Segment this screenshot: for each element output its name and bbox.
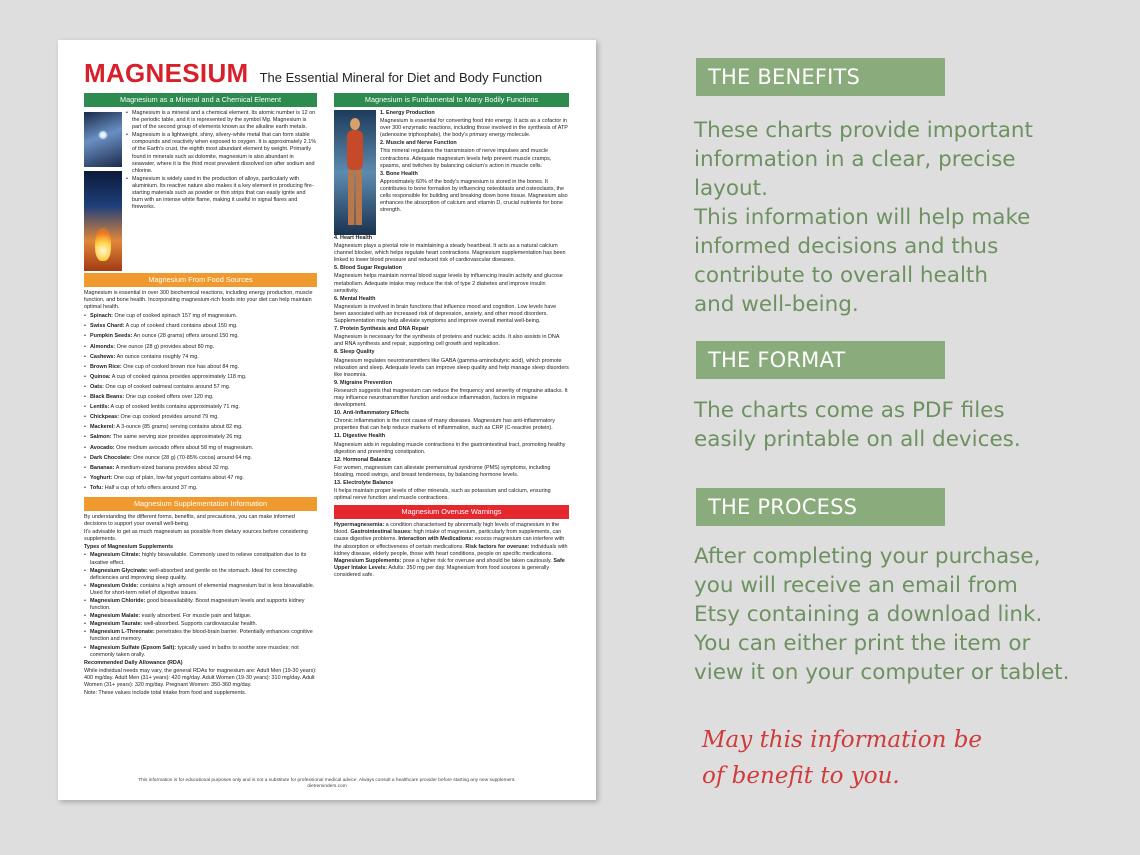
mineral-paragraph: • Magnesium is widely used in the production of alloys, particularly with aluminium. Its reactive nature also makes it a key element in producing fire-starting materials such as powder or thin strips that can easily ignite and burn with an intense white flame, making it useful in signal flares and fireworks.: [126, 176, 317, 211]
supplement-type-text: highly bioavailable. Commonly used to relieve constipation due to its laxative effect.: [90, 552, 307, 566]
food-item-label: Lentils:: [90, 404, 110, 411]
overuse-paragraph: [334, 522, 569, 579]
benefits-line: These charts provide important: [694, 118, 1033, 143]
function-title: 6. Mental Health: [334, 295, 376, 302]
food-item-text: One cup of cooked brown rice has about 84 mg.: [121, 363, 240, 370]
sign-off-line: of benefit to you.: [702, 763, 900, 789]
food-item-text: One cup of cooked oatmeal contains around 57 mg.: [103, 383, 231, 390]
function-title: 5. Blood Sugar Regulation: [334, 265, 402, 272]
overuse-label: Risk factors for overuse:: [465, 543, 530, 550]
footer-site: dietreminders.com: [307, 784, 347, 789]
food-item-label: Pumpkin Seeds:: [90, 333, 133, 340]
document-header: [84, 58, 542, 88]
food-intro: Magnesium is essential in over 300 biochemical reactions, including energy production, muscle function, and bone health. Incorporating magnesium-rich foods into your diet can help maintain optimal health.: [84, 290, 313, 311]
food-item-text: Half a cup of tofu offers around 37 mg.: [103, 484, 198, 491]
function-text: Magnesium is involved in brain functions that influence mood and cognition. Low levels have been associated with an increased risk of depression, anxiety, and other mood disorders. Supplementation may help alleviate symptoms and improve overall mental well-being.: [334, 303, 557, 325]
supplement-section-heading: Magnesium Supplementation Information: [84, 497, 317, 511]
food-item-text: A cup of cooked quinoa provides approximately 118 mg.: [110, 373, 247, 380]
food-section-heading: Magnesium From Food Sources: [84, 273, 317, 287]
supplement-type: [84, 568, 317, 582]
food-item-label: Avocado:: [90, 444, 115, 451]
fire-flame-image: [84, 171, 122, 271]
food-item-label: Almonds:: [90, 343, 116, 350]
overuse-detail: Adults: 350 mg per day. Magnesium from food sources is generally considered safe.: [334, 564, 550, 578]
food-item-text: One cup cooked provides around 79 mg.: [119, 414, 219, 421]
overuse-label: Hypermagnesemia:: [334, 522, 385, 529]
food-item: [84, 383, 317, 392]
food-item: [84, 474, 317, 483]
overuse-label: Interaction with Medications:: [398, 536, 474, 543]
process-line: After completing your purchase,: [694, 544, 1041, 569]
supplement-type-text: good bioavailability. Boost magnesium levels and supports kidney function.: [90, 598, 305, 612]
left-column: [84, 93, 317, 698]
supplement-type-label: Magnesium Citrate:: [90, 552, 141, 559]
function-text: Magnesium helps maintain normal blood sugar levels by influencing insulin activity and glucose metabolism. Adequate intake may reduce the risk of type 2 diabetes and improve insulin sensitivity.: [334, 273, 563, 294]
functions-section-heading: Magnesium is Fundamental to Many Bodily Functions: [334, 93, 569, 107]
mineral-paragraph: • Magnesium is a lightweight, shiny, silvery-white metal that can form stable compounds and reactivity when exposed to oxygen. It is approximately 2.1% of the Earth's crust, the eighth most abundant element by weight. Primarily found in minerals such as dolomite, magnesium is also abundant in seawater, where it is the third most prevalent dissolved ion after sodium and chlorine.: [126, 132, 317, 175]
human-body-image: [334, 110, 376, 235]
function-title: 11. Digestive Health: [334, 433, 386, 440]
function-title: 8. Sleep Quality: [334, 349, 375, 356]
overuse-detail: a condition characterised by abnormally high levels of magnesium in the blood.: [334, 522, 560, 536]
food-item-text: One medium avocado offers about 58 mg of magnesium.: [114, 444, 254, 451]
food-item: [84, 332, 317, 341]
benefits-heading: THE BENEFITS: [696, 58, 945, 96]
format-heading: THE FORMAT: [696, 341, 945, 379]
process-line: Etsy containing a download link.: [694, 602, 1043, 627]
supplement-type: [84, 583, 317, 597]
supplement-type-label: Magnesium Taurate:: [90, 621, 143, 628]
supplement-type-label: Magnesium L-Threonate:: [90, 629, 155, 636]
function-title: 3. Bone Health: [380, 170, 418, 177]
sign-off-message: [702, 722, 1102, 794]
function-title: 7. Protein Synthesis and DNA Repair: [334, 326, 429, 333]
mineral-paragraph: • Magnesium is a mineral and a chemical element. Its atomic number is 12 on the periodic table, and it is represented by the symbol Mg. Magnesium is part of the second group of elements known as the alkaline earth metals.: [126, 110, 317, 131]
benefits-line: This information will help make: [694, 205, 1031, 230]
overuse-detail: high intake of magnesium, particularly from supplements, can cause digestive problems.: [334, 529, 562, 543]
functions-top-text: [380, 110, 569, 235]
process-heading: THE PROCESS: [696, 488, 945, 526]
food-item: [84, 363, 317, 372]
process-line: you will receive an email from: [694, 573, 1018, 598]
format-line: easily printable on all devices.: [694, 427, 1021, 452]
function-title: 2. Muscle and Nerve Function: [380, 140, 457, 147]
food-item: [84, 393, 317, 402]
function-title: 1. Energy Production: [380, 110, 435, 116]
function-title: 9. Migraine Prevention: [334, 379, 393, 386]
function-text: Magnesium is essential for converting food into energy. It acts as a cofactor in over 300 enzymatic reactions, including those involved in the synthesis of ATP (adenosine triphosphate), the body's primary energy molecule.: [380, 118, 568, 139]
format-line: The charts come as PDF files: [694, 398, 1005, 423]
food-item-text: A cup of cooked lentils contains approximately 71 mg.: [109, 404, 240, 411]
overuse-detail: individuals with kidney disease, elderly people, those with heart conditions, people on specific medications.: [334, 543, 568, 557]
food-item-text: One cup of plain, low-fat yogurt contains about 47 mg.: [112, 474, 245, 481]
benefits-line: contribute to overall health: [694, 263, 988, 288]
process-text: [694, 542, 1114, 687]
function-text: Magnesium is necessary for the synthesis of proteins and nucleic acids. It also assists in DNA and RNA synthesis and repair, supporting cell growth and replication.: [334, 334, 560, 348]
food-item-label: Quinoa:: [90, 373, 111, 380]
overuse-section-heading: Magnesium Overuse Warnings: [334, 505, 569, 519]
overuse-label: Magnesium Supplements:: [334, 557, 402, 564]
food-item: [84, 464, 317, 473]
food-item-text: One cup of cooked spinach 157 mg of magnesium.: [112, 313, 238, 320]
function-text: Magnesium aids in regulating muscle contractions in the gastrointestinal tract, promoting healthy digestion and preventing constipation.: [334, 441, 566, 455]
supplement-type-text: contains a high amount of elemental magnesium but is less bioavailable. Used for short-term relief of digestive issues.: [90, 582, 315, 596]
food-item: [84, 433, 317, 442]
process-line: view it on your computer or tablet.: [694, 660, 1070, 685]
supplement-type: [84, 629, 317, 643]
food-item-label: Brown Rice:: [90, 363, 122, 370]
document-title: MAGNESIUM: [84, 58, 249, 88]
footer-disclaimer: This information is for educational purposes only and is not a substitute for professional medical advice. Always consult a healthcare provider before starting any new supplement.: [138, 778, 516, 783]
function-text: Chronic inflammation is the root cause of many diseases. Magnesium has anti-inflammatory properties that can help reduce markers of inflammation, such as CRP (C-reactive protein).: [334, 418, 555, 432]
functions-top: [334, 110, 569, 235]
food-item-label: Dark Chocolate:: [90, 454, 132, 461]
benefits-line: and well-being.: [694, 292, 859, 317]
overuse-detail: excess magnesium can interfere with the absorption or effectiveness of certain medications.: [334, 536, 565, 550]
supplement-type-label: Magnesium Malate:: [90, 613, 141, 620]
food-item-label: Chickpeas:: [90, 414, 120, 421]
supplement-type: [84, 621, 317, 628]
food-item-text: An ounce (28 grams) offers around 150 mg.: [132, 333, 239, 340]
mineral-section-heading: Magnesium as a Mineral and a Chemical Element: [84, 93, 317, 107]
supplement-type-text: well-absorbed and gentle on the stomach. Ideal for correcting deficiencies and improving sleep quality.: [90, 567, 297, 581]
supplement-type-text: well-absorbed. Supports cardiovascular health.: [142, 621, 258, 628]
supplement-type: [84, 598, 317, 612]
benefits-line: layout.: [694, 176, 768, 201]
overuse-label: Gastrointestinal Issues:: [350, 529, 412, 536]
rda-note: Note: These values include total intake from food and supplements.: [84, 690, 247, 697]
food-item-label: Yoghurt:: [90, 474, 113, 481]
food-item-text: An ounce contains roughly 74 mg.: [115, 353, 199, 360]
function-text: This mineral regulates the transmission of nerve impulses and muscle contractions. Adequate magnesium levels help prevent muscle cramps, spasms, and twitches by balancing calcium's action in muscle cells.: [380, 148, 552, 169]
food-item: [84, 484, 317, 493]
food-item: [84, 373, 317, 382]
supplement-type-label: Magnesium Sulfate (Epsom Salt):: [90, 644, 177, 651]
benefits-line: informed decisions and thus: [694, 234, 999, 259]
right-column: [334, 93, 569, 580]
function-text: Magnesium regulates neurotransmitters like GABA (gamma-aminobutyric acid), which promote relaxation and sleep. Adequate levels can improve sleep quality and help manage sleep disorders like insomnia.: [334, 357, 569, 378]
process-line: You can either print the item or: [694, 631, 1031, 656]
rda-text: While individual needs may vary, the general RDAs for magnesium are: Adult Men (19-30 years): 400 mg/day. Adult Men (31+ years): 420 mg/day. Adult Women (19-30 years): 310 mg/day. Adult Women (31+ years): 320 mg/day. Pregnant Women: 350-360 mg/day.: [84, 667, 317, 689]
cosmic-flash-image: [84, 112, 122, 167]
food-item-label: Oats:: [90, 383, 104, 390]
food-item: [84, 343, 317, 352]
function-text: Magnesium plays a pivotal role in maintaining a steady heartbeat. It acts as a natural calcium channel blocker, which helps regulate heart contractions. Magnesium supplementation has been linked to lower blood pressure and reduced risk of cardiovascular diseases.: [334, 243, 566, 264]
supplement-type-text: easily absorbed. For muscle pain and fatigue.: [140, 613, 252, 620]
supplement-type: [84, 645, 317, 659]
supplement-types-heading: Types of Magnesium Supplements: [84, 544, 174, 551]
food-item: [84, 312, 317, 321]
document-subtitle: The Essential Mineral for Diet and Body Function: [259, 70, 543, 85]
food-item-label: Cashews:: [90, 353, 116, 360]
benefits-line: information in a clear, precise: [694, 147, 1016, 172]
function-text: Research suggests that magnesium can reduce the frequency and severity of migraine attacks. It may influence neurotransmitter function and reduce inflammation, factors in migraine development.: [334, 387, 568, 409]
function-text: For women, magnesium can alleviate premenstrual syndrome (PMS) symptoms, including bloating, mood swings, and breast tenderness, by balancing hormone levels.: [334, 464, 551, 478]
food-item-label: Swiss Chard:: [90, 323, 125, 330]
format-text: [694, 396, 1114, 454]
mineral-images: [84, 110, 122, 271]
function-title: 12. Hormonal Balance: [334, 456, 391, 463]
overuse-detail: pose a higher risk for overuse and should be taken cautiously.: [401, 557, 554, 564]
food-item-label: Tofu:: [90, 484, 104, 491]
food-item-text: A 3-ounce (85 grams) serving contains about 82 mg.: [115, 424, 243, 431]
document-sheet: [58, 40, 596, 800]
sign-off-line: May this information be: [702, 727, 983, 753]
food-section: [84, 290, 317, 493]
supplement-type-label: Magnesium Oxide:: [90, 582, 139, 589]
food-item: [84, 353, 317, 362]
food-item-label: Salmon:: [90, 434, 112, 441]
mineral-text: [126, 110, 317, 271]
benefits-text: [694, 116, 1114, 319]
food-list: [84, 312, 317, 493]
food-item: [84, 444, 317, 453]
supplement-section: [84, 514, 317, 697]
food-item-text: The same serving size provides approximately 26 mg.: [111, 434, 243, 441]
food-item-label: Mackerel:: [90, 424, 116, 431]
function-title: 13. Electrolyte Balance: [334, 480, 394, 486]
supplement-type: [84, 613, 317, 620]
supplement-advice: It's advisable to get as much magnesium as possible from dietary sources before considering supplements.: [84, 529, 308, 543]
food-item: [84, 322, 317, 331]
function-text: Approximately 60% of the body's magnesium is stored in the bones. It contributes to bone formation by influencing osteoblasts and osteoclasts, the cells responsible for building and breaking down bone tissue. Magnesium also enhances the absorption of calcium and vitamin D, crucial nutrients for bone strength.: [380, 178, 568, 214]
overuse-text: [334, 522, 569, 579]
supplement-type: [84, 552, 317, 566]
mineral-section: [84, 110, 317, 271]
food-item: [84, 423, 317, 432]
supplement-type-text: penetrates the blood-brain barrier. Potentially enhances cognitive function and memory.: [90, 629, 313, 643]
supplement-type-text: typically used in baths to soothe sore muscles; not commonly taken orally.: [90, 644, 299, 658]
supplement-type-label: Magnesium Glycinate:: [90, 567, 148, 574]
supplement-type-label: Magnesium Chloride:: [90, 598, 146, 604]
overuse-label: Safe Upper Intake Levels:: [334, 557, 565, 571]
function-title: 10. Anti-Inflammatory Effects: [334, 410, 410, 417]
food-item-text: A medium-sized banana provides about 32 mg.: [114, 464, 230, 471]
food-item-label: Bananas:: [90, 464, 115, 471]
food-item: [84, 403, 317, 412]
supplement-types-list: [84, 552, 317, 658]
food-item-text: A cup of cooked chard contains about 150 mg.: [124, 323, 238, 330]
food-item-label: Spinach:: [90, 313, 113, 320]
functions-list: [334, 235, 569, 502]
function-text: It helps maintain proper levels of other minerals, such as potassium and calcium, ensuring optimal nerve function and muscle contractions.: [334, 488, 551, 502]
function-title: 4. Heart Health: [334, 235, 373, 241]
food-item: [84, 413, 317, 422]
rda-heading: Recommended Daily Allowance (RDA): [84, 659, 183, 666]
food-item-text: One ounce (28 g) provides about 80 mg.: [115, 343, 215, 350]
document-footer: [78, 778, 576, 790]
food-item-label: Black Beans:: [90, 394, 125, 401]
food-item-text: One ounce (28 g) (70-85% cocoa) around 64 mg.: [131, 454, 253, 461]
food-item: [84, 454, 317, 463]
food-item-text: One cup cooked offers over 120 mg.: [124, 394, 214, 401]
supplement-intro: By understanding the different forms, benefits, and precautions, you can make informed decisions to support your overall well-being.: [84, 513, 295, 528]
